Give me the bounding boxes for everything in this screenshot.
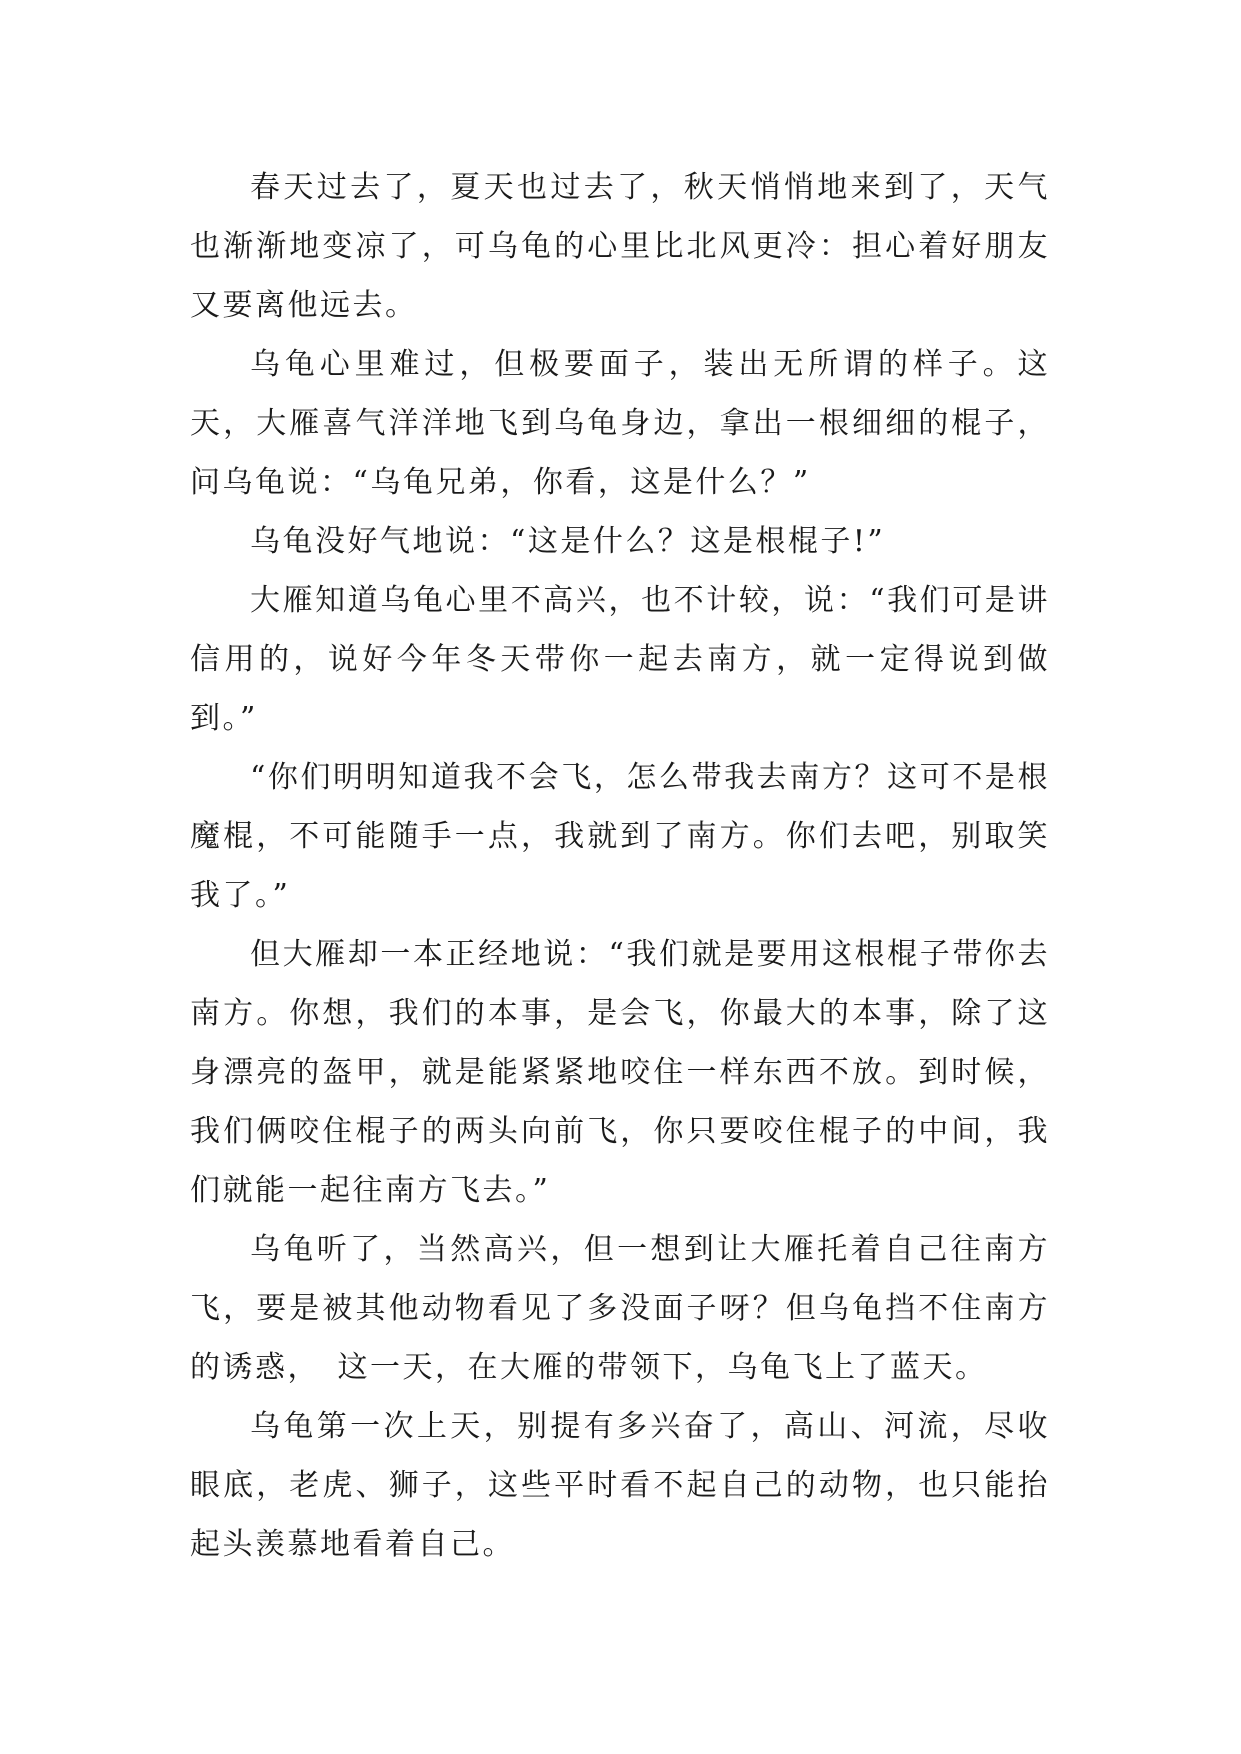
paragraph-2: 乌龟心里难过，但极要面子，装出无所谓的样子。这天，大雁喜气洋洋地飞到乌龟身边，拿出一根细细的棍子，问乌龟说：“乌龟兄弟，你看，这是什么？” [190, 347, 1050, 500]
paragraph-8: 乌龟第一次上天，别提有多兴奋了，高山、河流，尽收眼底，老虎、狮子，这些平时看不起自己的动物，也只能抬起头羡慕地看着自己。 [190, 1409, 1050, 1562]
story-text [190, 158, 1050, 1574]
paragraph-7: 乌龟听了，当然高兴，但一想到让大雁托着自己往南方飞，要是被其他动物看见了多没面子呀？但乌龟挡不住南方的诱惑， 这一天，在大雁的带领下，乌龟飞上了蓝天。 [190, 1232, 1050, 1385]
paragraph-6: 但大雁却一本正经地说：“我们就是要用这根棍子带你去南方。你想，我们的本事，是会飞，你最大的本事，除了这身漂亮的盔甲，就是能紧紧地咬住一样东西不放。到时候，我们俩咬住棍子的两头向前飞，你只要咬住棍子的中间，我们就能一起往南方飞去。” [190, 937, 1050, 1208]
paragraph-1: 春天过去了，夏天也过去了，秋天悄悄地来到了，天气也渐渐地变凉了，可乌龟的心里比北风更冷：担心着好朋友又要离他远去。 [190, 170, 1050, 323]
paragraph-3: 乌龟没好气地说：“这是什么？这是根棍子!” [250, 524, 886, 559]
paragraph-4: 大雁知道乌龟心里不高兴，也不计较，说：“我们可是讲信用的，说好今年冬天带你一起去南方，就一定得说到做到。” [190, 583, 1050, 736]
paragraph-5: “你们明明知道我不会飞，怎么带我去南方？这可不是根魔棍，不可能随手一点，我就到了南方。你们去吧，别取笑我了。” [190, 760, 1050, 913]
